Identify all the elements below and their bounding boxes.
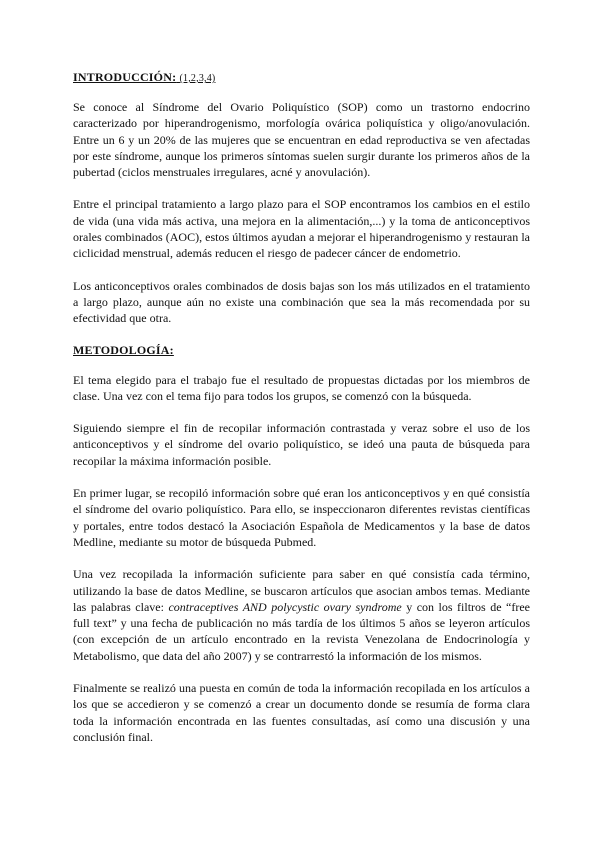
method-paragraph-5: Finalmente se realizó una puesta en común de toda la información recopilada en los artículos a los que se accedieron y se comenzó a crear un documento donde se resumía de forma clara toda la información encontrada en las fuentes consultadas, así como una discusión y una conclusión final. bbox=[73, 681, 530, 744]
intro-paragraph-3: Los anticonceptivos orales combinados de dosis bajas son los más utilizados en el tratamiento a largo plazo, aunque aún no existe una combinación que sea la más recomendada por su efectividad que otra. bbox=[73, 278, 530, 326]
method-paragraph-2: Siguiendo siempre el fin de recopilar información contrastada y veraz sobre el uso de los anticonceptivos y el síndrome del ovario poliquístico, se ideó una pauta de búsqueda para recopilar la máxima información posible. bbox=[73, 421, 530, 468]
introduction-title: INTRODUCCIÓN: bbox=[73, 70, 177, 84]
methodology-heading bbox=[73, 343, 530, 358]
intro-paragraph-1: Se conoce al Síndrome del Ovario Poliquístico (SOP) como un trastorno endocrino caracterizado por hiperandrogenismo, morfología ovárica poliquística y oligo/anovulación. Entre un 6 y un 20% de las mujeres que se encuentran en edad reproductiva se ven afectadas por este síndrome, aunque los primeros síntomas suelen surgir durante los primeros años de la pubertad (ciclos menstruales irregulares, acné y anovulación). bbox=[73, 100, 530, 180]
method-paragraph-3: En primer lugar, se recopiló información sobre qué eran los anticonceptivos y en qué consistía el síndrome del ovario poliquístico. Para ello, se inspeccionaron diferentes revistas científicas y portales, entre todos destacó la Asociación Española de Medicamentos y la base de datos Medline, mediante su motor de búsqueda Pubmed. bbox=[73, 486, 530, 549]
introduction-references: (1,2,3,4) bbox=[179, 73, 216, 84]
method-paragraph-4-start: Una vez recopilada la información suficiente para saber en qué consistía cada término, utilizando la base de datos Medline, se buscaron artículos que asocian ambos temas. Mediante las palabras clave: bbox=[73, 567, 530, 614]
document-body bbox=[73, 70, 530, 761]
method-paragraph-4-end: y con los filtros de “free full text” y una fecha de publicación no más tardía de los últimos 5 años se leyeron artículos (con excepción de un artículo encontrado en la revista Venezolana de Endocrinología y Metabolismo, que data del año 2007) y se contrarrestó la información de los mismos. bbox=[73, 599, 530, 663]
methodology-title: METODOLOGÍA: bbox=[73, 342, 174, 357]
method-paragraph-1: El tema elegido para el trabajo fue el resultado de propuestas dictadas por los miembros de clase. Una vez con el tema fijo para todos los grupos, se comenzó con la búsqueda. bbox=[73, 372, 530, 403]
method-paragraph-4 bbox=[73, 566, 530, 664]
introduction-heading bbox=[73, 70, 530, 85]
intro-paragraph-2: Entre el principal tratamiento a largo plazo para el SOP encontramos los cambios en el estilo de vida (una vida más activa, una mejora en la alimentación,...) y la toma de anticonceptivos orales combinados (AOC), estos últimos ayudan a mejorar el hiperandrogenismo y restauran la ciclicidad menstrual, además reducen el riesgo de padecer cáncer de endometrio. bbox=[73, 197, 530, 261]
search-keywords: contraceptives AND polycystic ovary syndrome bbox=[168, 599, 402, 614]
